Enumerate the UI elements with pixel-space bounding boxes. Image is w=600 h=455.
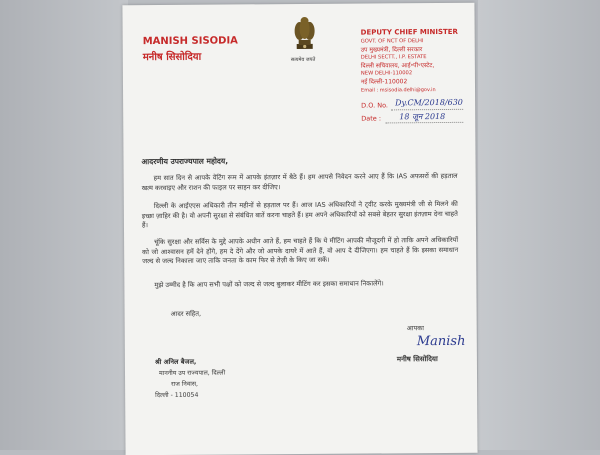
sender-name-hindi: मनीष सिसोदिया [142, 51, 202, 64]
government-english: GOVT. OF NCT OF DELHI [360, 38, 424, 45]
paragraph-2: दिल्ली के आईएएस अधिकारी तीन महीनों से हड़ताल पर हैं। आज IAS अधिकारियों ने ट्वीट करके मुख्यमंत्री जी से मिलने की इच्छा ज़ाहिर की है। वो अपनी सुरक्षा से संबंधित बातें करना चाहते हैं। हम अपने अधिकारियों को सबसे बेहतर सुरक्षा इंतज़ाम देना चाहते हैं। [141, 199, 458, 230]
city-hindi: नई दिल्ली-110002 [360, 78, 408, 86]
desk-background-right [478, 0, 600, 450]
recipient-name: श्री अनिल बैजल, [154, 357, 197, 367]
recipient-title: माननीय उप राज्यपाल, दिल्ली [158, 369, 226, 377]
date-label: Date : [361, 114, 382, 123]
designation-english: DEPUTY CHIEF MINISTER [360, 27, 458, 37]
designation-hindi: उप मुख्यमंत्री, दिल्ली सरकार [360, 46, 423, 54]
salutation: आदरणीय उपराज्यपाल महोदय, [141, 156, 229, 167]
city-english: NEW DELHI-110002 [360, 70, 413, 77]
do-number-value: Dy.CM/2018/630 [395, 97, 463, 108]
paragraph-1: हम सात दिन से आपके वेटिंग रूम में आपके इंतज़ार में बैठे हैं। हम आपसे निवेदन करने आए हैं कि IAS अफसरों की हड़ताल खत्म करवाइए और राशन की फाइल पर साइन कर दीजिए। [141, 171, 458, 192]
email-address: Email : msisodia.delhi@gov.in [361, 87, 436, 94]
address-english: DELHI SECTT., I.P. ESTATE [360, 54, 427, 61]
desk-background-left [0, 0, 128, 450]
date-value: 18 जून 2018 [399, 111, 446, 122]
sender-name-english: MANISH SISODIA [142, 35, 238, 48]
signature: Manish [416, 333, 466, 350]
letter-page [122, 3, 477, 455]
state-emblem-icon [288, 14, 320, 56]
emblem-motto: सत्यमेव जयते [290, 56, 316, 64]
signoff-label: आपका [406, 324, 424, 333]
paragraph-4: मुझे उम्मीद है कि आप सभी पक्षों को जल्द से जल्द बुलाकर मीटिंग कर इसका समाधान निकालेंगे। [154, 279, 384, 290]
recipient-office: राज निवास, [171, 380, 199, 388]
signatory-name: मनीष सिसोदिया [396, 355, 438, 364]
paragraph-3: चूंकि सुरक्षा और सर्विस के मुद्दे आपके अधीन आते हैं, हम चाहते हैं कि ये मीटिंग आपकी मौजूदगी में हो ताकि अपने अधिकारियों को जो आश्वासन हमें देने होंगे, हम दे देंगे और जो आपके दायरे में आते हैं, वो आप दे दीजिएगा। हम चाहते हैं कि इसका समाधान जल्द से जल्द निकाला जाए ताकि जनता के काम फिर से तेज़ी के किए जा सकें। [142, 235, 459, 266]
do-number-label: D.O. No. [361, 101, 389, 110]
address-hindi: दिल्ली सचिवालय, आई॰पी॰एस्टेट, [360, 62, 435, 70]
closing: आदर सहित, [170, 309, 202, 318]
recipient-city: दिल्ली - 110054 [155, 391, 199, 400]
